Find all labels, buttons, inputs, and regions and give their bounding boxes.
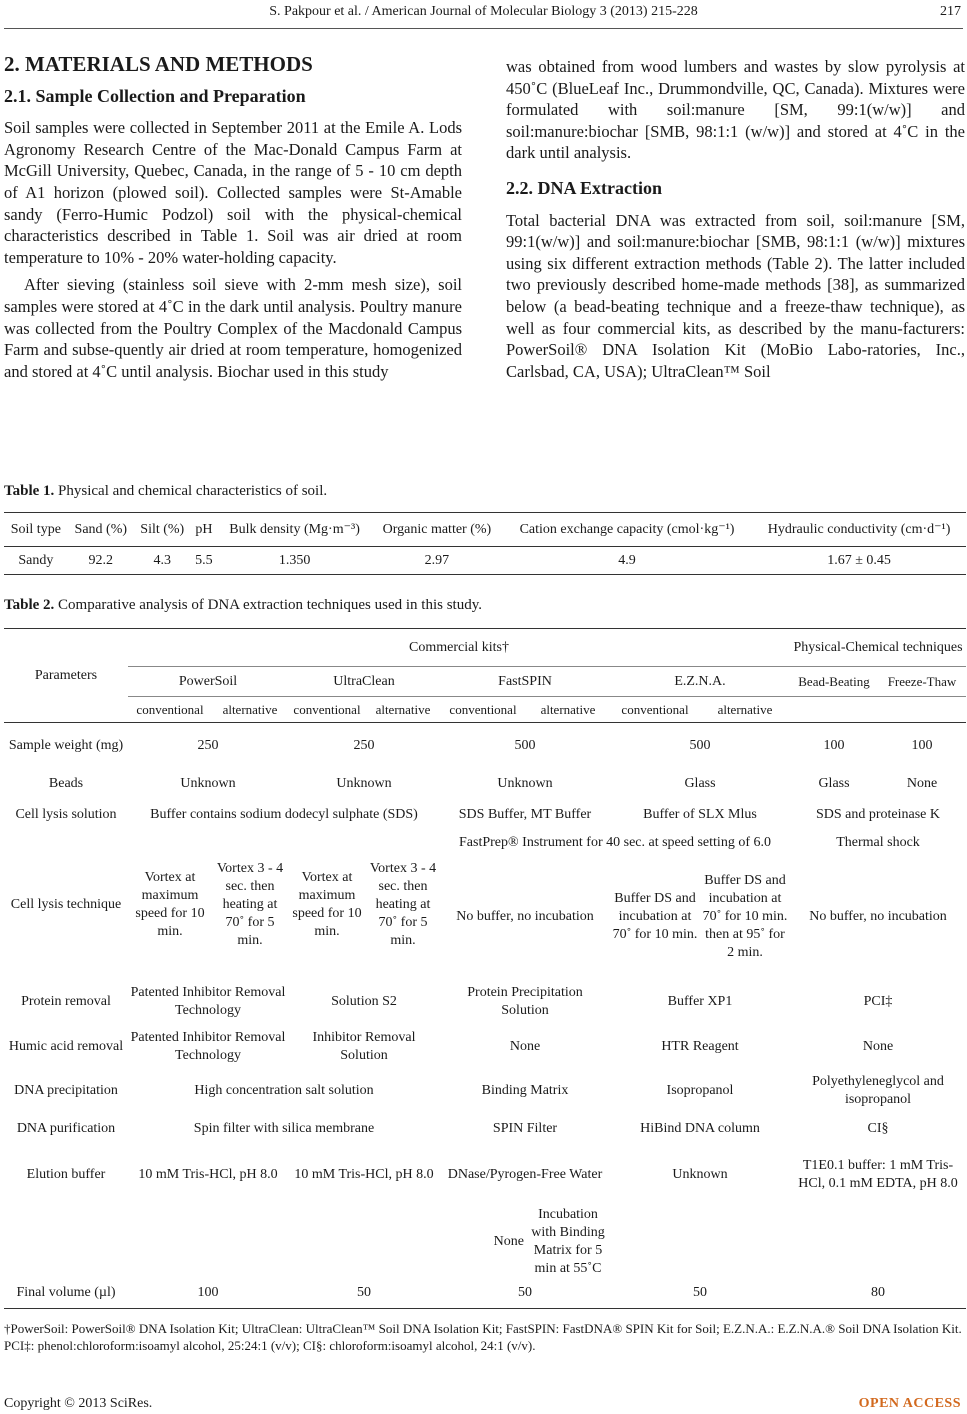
table2-header-conventional: conventional xyxy=(621,701,689,717)
section-title: 2. MATERIALS AND METHODS xyxy=(4,52,313,76)
table2-cell: PCI‡ xyxy=(863,993,893,1009)
table2-caption xyxy=(4,597,482,614)
table2-caption-text: Comparative analysis of DNA extraction techniques used in this study. xyxy=(54,597,482,613)
table2-cell: SDS and proteinase K xyxy=(815,806,941,822)
table2-header-kit-fastspin: FastSPIN xyxy=(498,673,552,689)
table2-header-conventional: conventional xyxy=(293,701,361,717)
table1-cell: 1.350 xyxy=(278,552,311,568)
table2-cell: Vortex at maximum speed for 10 min. xyxy=(292,869,362,939)
table-row xyxy=(4,1279,966,1309)
table1-header-row xyxy=(4,513,966,547)
subsection-title-sample-collection: 2.1. Sample Collection and Preparation xyxy=(4,85,306,106)
table-row xyxy=(4,799,966,831)
table2-cell: High concentration salt solution xyxy=(194,1082,374,1098)
table1-cell: 1.67 ± 0.45 xyxy=(827,552,891,568)
table2-row-label: Cell lysis solution xyxy=(15,806,117,822)
table2-cell: 50 xyxy=(357,1285,371,1301)
table2-cell: Polyethyleneglycol and isopropanol xyxy=(812,1073,944,1107)
table2-cell: None xyxy=(906,775,938,791)
table-row xyxy=(4,831,966,855)
table2-header-conventional: conventional xyxy=(449,701,517,717)
page-number: 217 xyxy=(940,4,961,19)
table2-cell: Patented Inhibitor Removal Technology xyxy=(130,984,286,1018)
right-column xyxy=(506,56,965,388)
table2-header-kit-ezna: E.Z.N.A. xyxy=(674,673,726,689)
table2-cell: HTR Reagent xyxy=(661,1038,739,1054)
table1-header: Hydraulic conductivity (cm·d⁻¹) xyxy=(767,522,951,537)
running-title: S. Pakpour et al. / American Journal of Molecular Biology 3 (2013) 215-228 xyxy=(269,4,698,19)
table2-cell: Buffer DS and incubation at 70˚ for 10 min. xyxy=(612,890,698,942)
table-row xyxy=(4,769,966,799)
table2-cell: 80 xyxy=(871,1285,885,1301)
table1-header: pH xyxy=(195,521,213,537)
table2-header-bead-beating: Bead-Beating xyxy=(798,673,870,689)
table1-cell: Sandy xyxy=(18,552,54,568)
table2-cell: Glass xyxy=(818,775,850,791)
table2 xyxy=(4,628,966,1309)
table2-row-label: DNA purification xyxy=(16,1120,116,1136)
table1-header: Bulk density (Mg·m⁻³) xyxy=(229,522,360,537)
table2-cell: Vortex 3 - 4 sec. then heating at 70˚ for 5 min. xyxy=(216,860,284,948)
table2-header-freeze-thaw: Freeze-Thaw xyxy=(887,673,957,689)
table2-header-kit-ultraclean: UltraClean xyxy=(333,673,395,689)
table1-cell: 4.3 xyxy=(153,552,171,568)
table1-header: Cation exchange capacity (cmol·kg⁻¹) xyxy=(519,522,735,537)
table1-cell: 92.2 xyxy=(88,552,114,568)
table2-cell: Spin filter with silica membrane xyxy=(193,1120,375,1136)
table2-row-label: DNA precipitation xyxy=(14,1082,118,1098)
table2-cell: Buffer of SLX Mlus xyxy=(643,806,757,822)
table1 xyxy=(4,512,966,575)
table2-header-physical-chemical: Physical-Chemical techniques xyxy=(790,629,966,667)
table1-header: Sand (%) xyxy=(74,521,128,537)
table1-cell: 2.97 xyxy=(424,552,450,568)
paragraph-biochar: was obtained from wood lumbers and wastes by slow pyrolysis at 450˚C (BlueLeaf Inc., Drummondville, QC, Canada). Mixtures were formulated with soil:manure [SM, 99:1(w/w)] and soil:manure:biochar [SMB, 98:1:1 (w/w)] and stored at 4˚C in the dark until analysis. xyxy=(506,57,965,163)
left-column xyxy=(4,54,462,388)
table2-cell: Patented Inhibitor Removal Technology xyxy=(130,1029,286,1063)
table-row xyxy=(4,1113,966,1145)
table2-cell: Unknown xyxy=(336,775,392,791)
table2-cell: 500 xyxy=(514,737,536,753)
table2-cell: 250 xyxy=(353,737,375,753)
table2-cell: Glass xyxy=(684,775,716,791)
table2-header-parameters: Parameters xyxy=(34,667,98,683)
table2-cell: SPIN Filter xyxy=(492,1120,558,1136)
table1-caption-label: Table 1. xyxy=(4,483,55,499)
table2-cell: Solution S2 xyxy=(331,993,397,1009)
table2-header-alternative: alternative xyxy=(375,701,431,717)
table2-cell: Protein Precipitation Solution xyxy=(467,984,583,1018)
table2-row-label: Beads xyxy=(48,775,84,791)
table2-header-conventional: conventional xyxy=(136,701,204,717)
table2-header-alternative: alternative xyxy=(540,701,596,717)
table2-header-commercial-kits: Commercial kits† xyxy=(128,629,790,667)
table2-cell: 50 xyxy=(518,1285,532,1301)
table2-cell-thermal-shock: Thermal shock xyxy=(836,834,920,850)
table1-caption xyxy=(4,483,327,500)
table2-row-label: Final volume (µl) xyxy=(16,1285,116,1301)
table2-cell: None xyxy=(862,1038,894,1054)
table2-cell: Unknown xyxy=(180,775,236,791)
table2-cell: 10 mM Tris-HCl, pH 8.0 xyxy=(138,1166,278,1182)
table-footnote: †PowerSoil: PowerSoil® DNA Isolation Kit; UltraClean: UltraClean™ Soil DNA Isolation Kit; FastSPIN: FastDNA® SPIN Kit for Soil; E.Z.N.A.: E.Z.N.A.® Soil DNA Isolation Kit. PCI‡: phenol:chloroform:isoamyl alcohol, 25:24:1 (v/v); CI§: chloroform:isoamyl alcohol, 24:1 (v/v). xyxy=(4,1321,962,1353)
table-row xyxy=(4,547,966,575)
table2-cell: Unknown xyxy=(672,1166,728,1182)
table2-cell: 100 xyxy=(823,737,845,753)
header-rule xyxy=(4,28,963,29)
table2-cell: None xyxy=(493,1233,524,1249)
table1-caption-text: Physical and chemical characteristics of soil. xyxy=(54,483,328,499)
table2-cell: 250 xyxy=(197,737,219,753)
table2-cell-fastprep: FastPrep® Instrument for 40 sec. at speed setting of 6.0 xyxy=(459,834,771,850)
table2-cell: Buffer DS and incubation at 70˚ for 10 min. then at 95˚ for 2 min. xyxy=(702,872,788,960)
table2-cell: CI§ xyxy=(867,1120,889,1136)
paragraph-dna-extraction: Total bacterial DNA was extracted from soil, soil:manure [SM, 99:1(w/w)] and soil:manure:biochar [SMB, 98:1:1 (w/w)] mixtures using six different extraction methods (Table 2). The latter included two previously described home-made methods [38], as summarized below (a bead-beating technique and a freeze-thaw technique), as well as four commercial kits, as described by the manu-facturers: PowerSoil® DNA Isolation Kit (MoBio Labo-ratories, Inc., Carlsbad, CA, USA); UltraClean™ Soil xyxy=(506,210,965,381)
table-row xyxy=(4,1025,966,1069)
table2-cell: Buffer contains sodium dodecyl sulphate (SDS) xyxy=(150,806,418,822)
table2-row-label: Sample weight (mg) xyxy=(8,737,124,753)
table2-cell: None xyxy=(509,1038,541,1054)
table2-cell: HiBind DNA column xyxy=(640,1120,760,1136)
table2-cell: Buffer XP1 xyxy=(667,993,733,1009)
table2-row-label: Protein removal xyxy=(21,993,111,1009)
table2-cell: Incubation with Binding Matrix for 5 min at 55˚C xyxy=(531,1206,605,1276)
table2-cell: Inhibitor Removal Solution xyxy=(312,1029,416,1063)
table1-header: Organic matter (%) xyxy=(382,521,492,537)
page-header xyxy=(0,4,967,26)
table2-header-alternative: alternative xyxy=(222,701,278,717)
table-row xyxy=(4,1205,966,1279)
paragraph-sieving: After sieving (stainless soil sieve with 2-mm mesh size), soil samples were stored at 4˚C in the dark until analysis. Poultry manure was collected from the Poultry Complex of the Macdonald Campus Farm and subse-quently air dried at room temperature, homogenized and stored at 4˚C until analysis. Biochar used in this study xyxy=(4,275,462,381)
open-access-badge: OPEN ACCESS xyxy=(858,1396,961,1411)
table2-cell: Unknown xyxy=(497,775,553,791)
subsection-title-dna-extraction: 2.2. DNA Extraction xyxy=(506,177,662,198)
table2-cell: Isopropanol xyxy=(666,1082,734,1098)
table2-cell: Vortex at maximum speed for 10 min. xyxy=(135,869,205,939)
table2-cell: 100 xyxy=(911,737,933,753)
table2-cell: 500 xyxy=(689,737,711,753)
table-row xyxy=(4,1145,966,1205)
table2-row-label: Humic acid removal xyxy=(8,1038,124,1054)
table1-header: Soil type xyxy=(10,521,61,537)
table2-cell: Binding Matrix xyxy=(481,1082,569,1098)
table2-cell: 50 xyxy=(693,1285,707,1301)
table2-row-label: Elution buffer xyxy=(26,1166,106,1182)
copyright: Copyright © 2013 SciRes. xyxy=(4,1396,153,1411)
table-row xyxy=(4,723,966,769)
paragraph-sample-collection: Soil samples were collected in September 2011 at the Emile A. Lods Agronomy Research Centre of the Mac-Donald Campus Farm at McGill University, Quebec, Canada, in the range of 5 - 10 cm depth of A1 horizon (plowed soil). Collected samples were St-Amable sandy (Ferro-Humic Podzol) soil with the physical-chemical characteristics described in Table 1. Soil was air dried at room temperature to 10% - 20% water-holding capacity. xyxy=(4,118,462,267)
table-row xyxy=(4,979,966,1025)
table2-row-label: Cell lysis technique xyxy=(10,896,122,912)
table2-cell: Vortex 3 - 4 sec. then heating at 70˚ for 5 min. xyxy=(369,860,437,948)
table2-caption-label: Table 2. xyxy=(4,597,55,613)
table2-cell: DNase/Pyrogen-Free Water xyxy=(447,1166,603,1182)
table2-header-kit-powersoil: PowerSoil xyxy=(178,673,238,689)
table1-cell: 5.5 xyxy=(195,552,213,568)
table2-cell: 100 xyxy=(197,1285,219,1301)
table2-cell: T1E0.1 buffer: 1 mM Tris-HCl, 0.1 mM EDTA, pH 8.0 xyxy=(798,1157,958,1191)
table-row xyxy=(4,1069,966,1113)
table2-cell: No buffer, no incubation xyxy=(809,908,947,924)
table2-header-alternative: alternative xyxy=(717,701,773,717)
table1-cell: 4.9 xyxy=(618,552,636,568)
table2-cell: 10 mM Tris-HCl, pH 8.0 xyxy=(294,1166,434,1182)
table2-cell: SDS Buffer, MT Buffer xyxy=(458,806,592,822)
table1-header: Silt (%) xyxy=(140,521,185,537)
table2-cell: No buffer, no incubation xyxy=(456,908,594,924)
